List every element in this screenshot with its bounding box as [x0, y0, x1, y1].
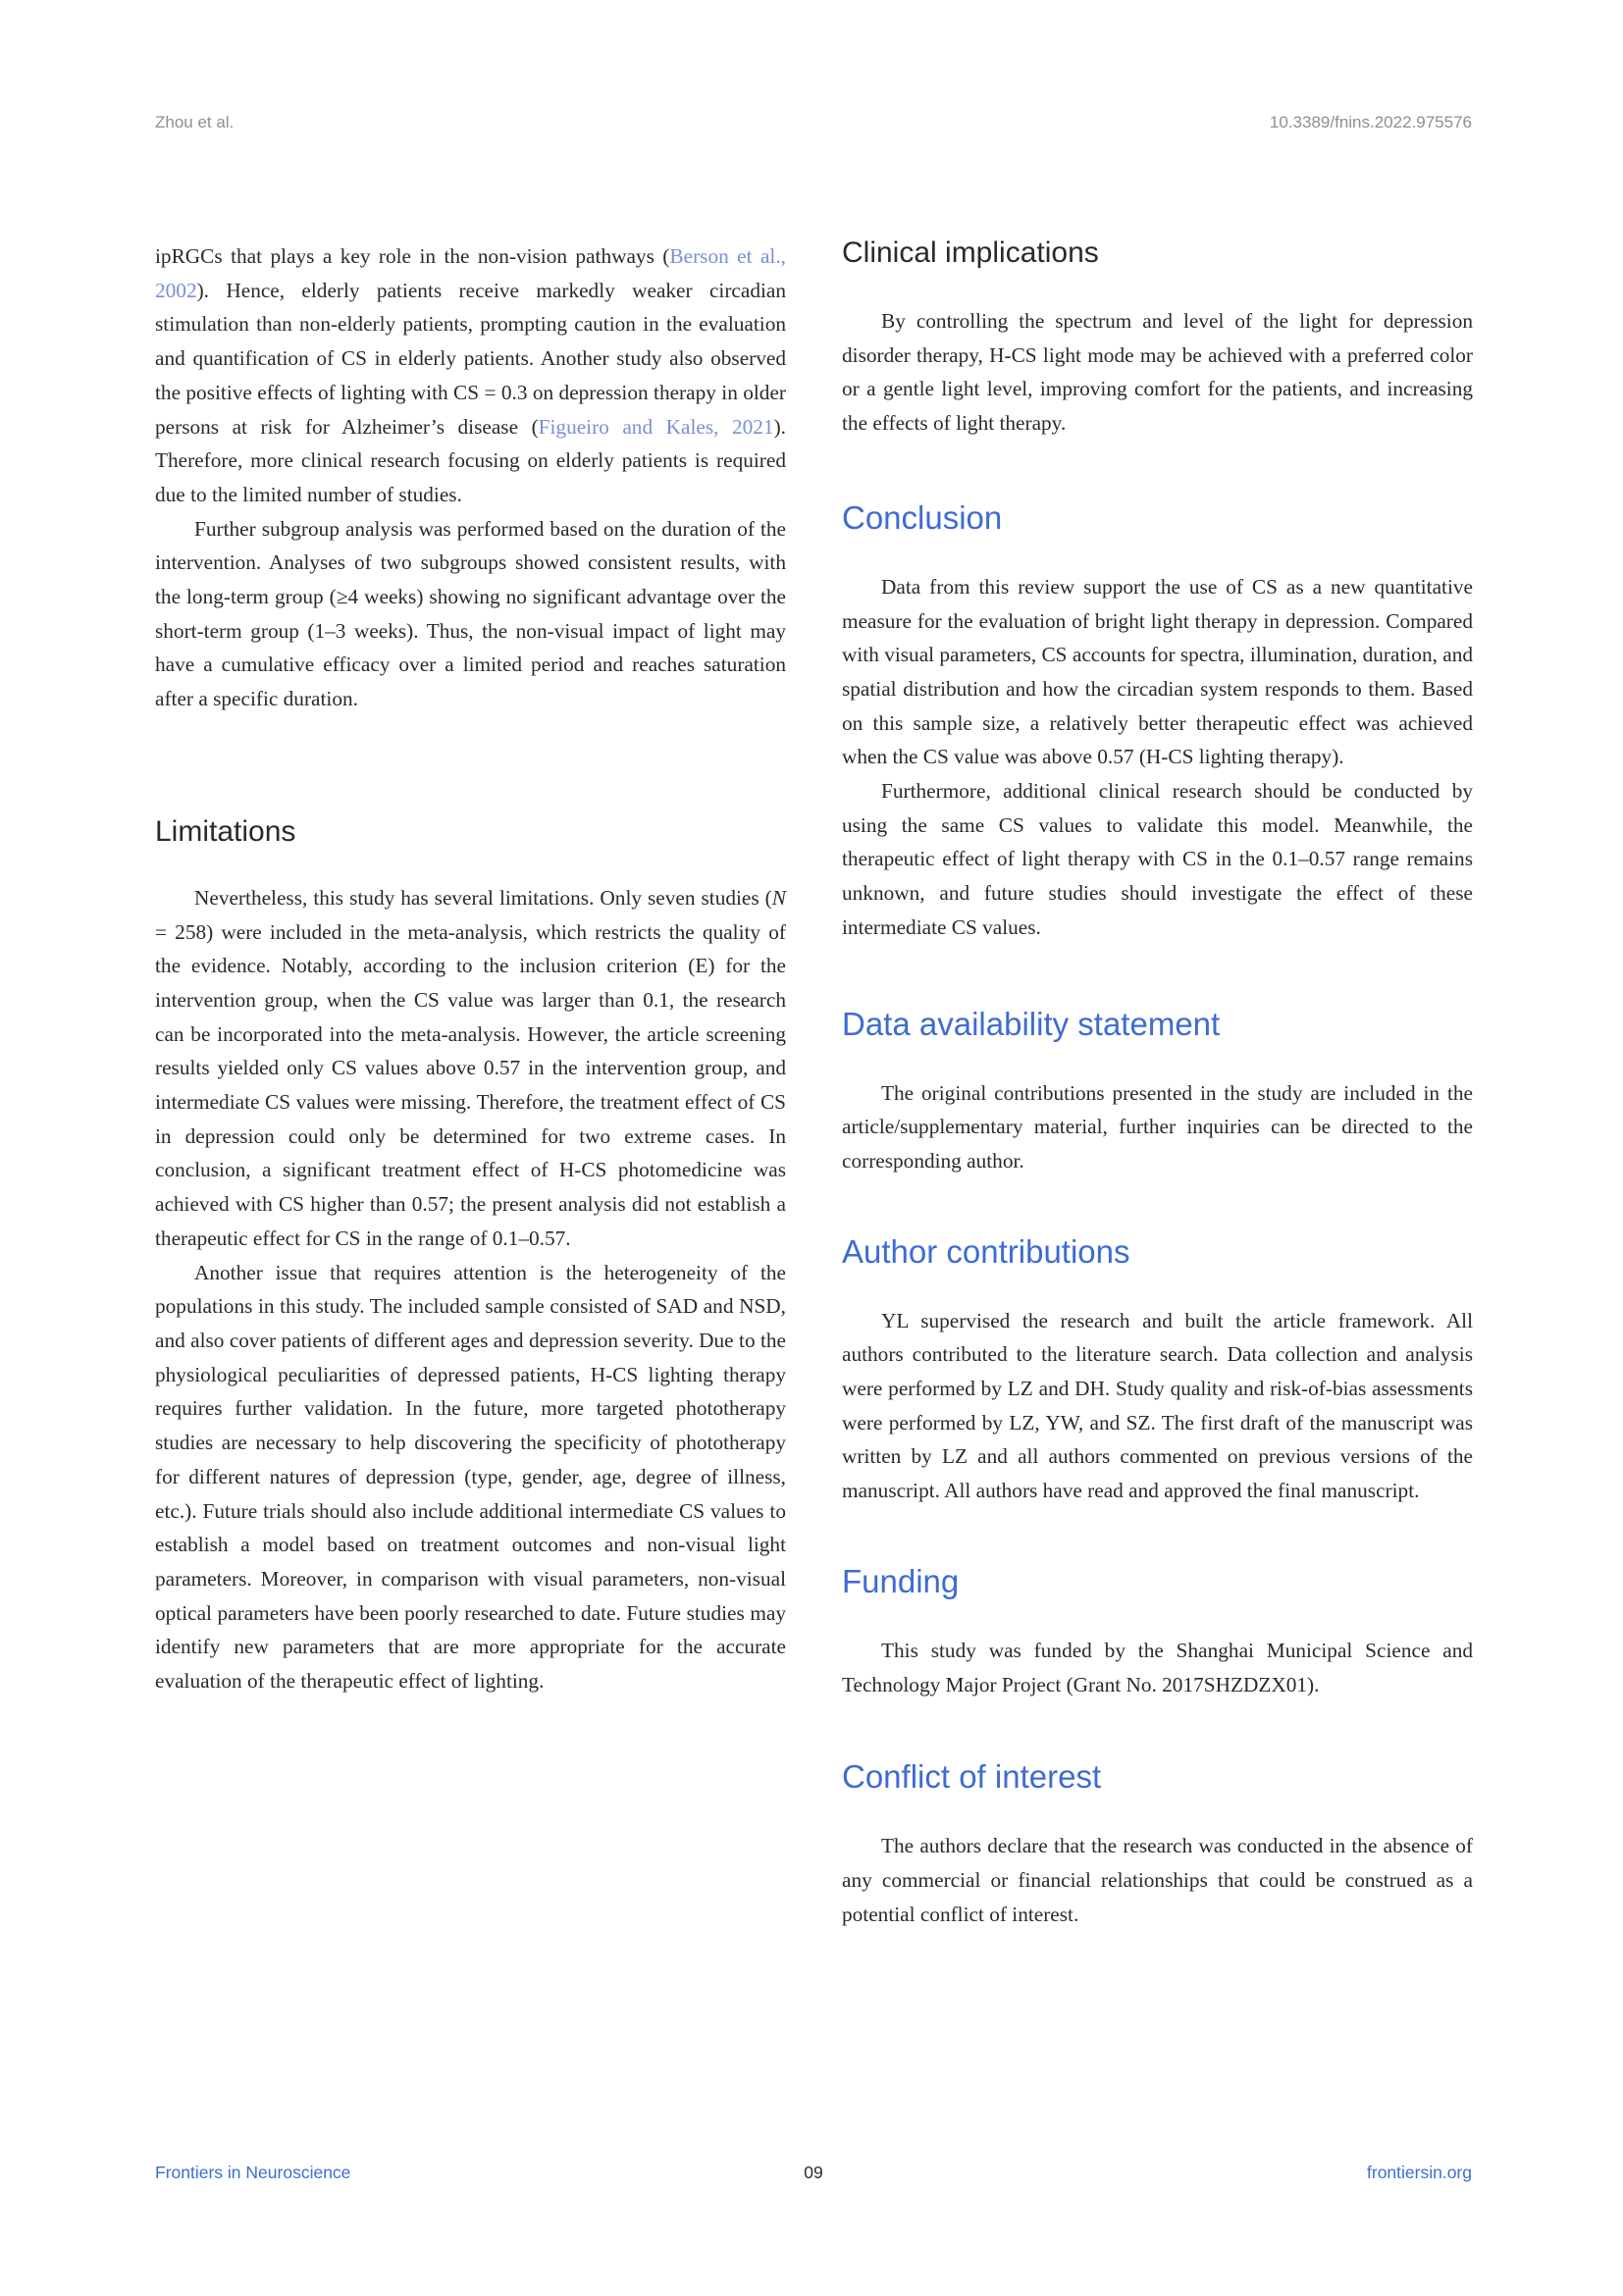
author-running-head: Zhou et al. — [155, 113, 235, 131]
body-paragraph: The original contributions presented in the study are included in the article/supplementary material, further inquiries can be directed to the corresponding author. — [842, 1080, 1473, 1173]
body-paragraph: This study was funded by the Shanghai Municipal Science and Technology Major Project (Grant No. 2017SHZDZX01). — [842, 1638, 1473, 1696]
site-link[interactable]: frontiersin.org — [1367, 2163, 1472, 2182]
section-heading-conclusion: Conclusion — [842, 498, 1003, 536]
section-heading-conflict: Conflict of interest — [842, 1758, 1102, 1796]
text-span: ipRGCs that plays a key role in the non-vision pathways ( — [155, 244, 670, 268]
running-head — [155, 113, 1472, 142]
body-paragraph: The authors declare that the research was conducted in the absence of any commercial or financial relationships that could be construed as a potential conflict of interest. — [842, 1834, 1473, 1926]
section-heading-author-contributions: Author contributions — [842, 1232, 1130, 1270]
journal-name-part: Neuroscience — [245, 2163, 351, 2182]
right-column — [842, 236, 1473, 1931]
body-paragraph: Data from this review support the use of CS as a new quantitative measure for the evaluation of bright light therapy in depression. Compared with visual parameters, CS accounts for spectra, illumination, duration, and spatial distribution and how the circadian system responds to them. Based on this sample size, a relatively better therapeutic effect was achieved when the CS value was above 0.57 (H-CS lighting therapy). — [842, 574, 1473, 769]
body-paragraph: Furthermore, additional clinical research should be conducted by using the same CS values to validate this model. Meanwhile, the therapeutic effect of light therapy with CS in the 0.1–0.57 range remains unknown, and future studies should investigate the effect of these intermediate CS values. — [842, 779, 1473, 939]
body-paragraph — [155, 881, 786, 1256]
section-heading-data-availability: Data availability statement — [842, 1005, 1221, 1042]
journal-name-part: Frontiers in — [155, 2163, 241, 2182]
text-span: = 258) were included in the meta-analysis, which restricts the quality of the evidence. Notably, according to the inclusion criterion (E) for the intervention group, when the CS value was larger than 0.1, the research can be incorporated into the meta-analysis. However, the article screening results yielded only CS values above 0.57 in the intervention group, and intermediate CS values were missing. Therefore, the treatment effect of CS in depression could only be determined for two extreme cases. In conclusion, a significant treatment effect of H-CS photomedicine was achieved with CS higher than 0.57; the present analysis did not establish a therapeutic effect for CS in the range of 0.1–0.57. — [155, 919, 786, 1250]
text-span: ). Hence, elderly patients receive markedly weaker circadian stimulation than non-elderly patients, prompting caution in the evaluation and quantification of CS in elderly patients. Another study also observed the positive effects of lighting with CS = 0.3 on depression therapy in older persons at risk for Alzheimer’s disease ( — [155, 278, 786, 439]
section-heading-clinical: Clinical implications — [842, 236, 1099, 269]
body-paragraph: YL supervised the research and built the article framework. All authors contributed to the literature search. Data collection and analysis were performed by LZ and DH. Study quality and risk-of-bias assessments were performed by LZ, YW, and SZ. The first draft of the manuscript was written by LZ and all authors commented on previous versions of the manuscript. All authors have read and approved the final manuscript. — [842, 1308, 1473, 1503]
body-paragraph — [155, 239, 786, 512]
page-number: 09 — [804, 2163, 823, 2182]
left-column — [155, 239, 786, 1698]
text-span: ). Therefore, more clinical research focusing on elderly patients is required due to the limited number of studies. — [155, 414, 786, 506]
body-paragraph: By controlling the spectrum and level of the light for depression disorder therapy, H-CS light mode may be achieved with a preferred color or a gentle light level, improving comfort for the patients, and increasing the effects of light therapy. — [842, 309, 1473, 436]
doi-link[interactable]: 10.3389/fnins.2022.975576 — [1269, 113, 1472, 131]
section-heading-funding: Funding — [842, 1562, 960, 1599]
body-paragraph: Further subgroup analysis was performed based on the duration of the intervention. Analyses of two subgroups showed consistent results, with the long-term group (≥4 weeks) showing no significant advantage over the short-term group (1–3 weeks). Thus, the non-visual impact of light may have a cumulative efficacy over a limited period and reaches saturation after a specific duration. — [155, 516, 786, 711]
page-footer — [155, 2163, 1472, 2188]
italic-variable: N — [771, 885, 786, 910]
citation-link[interactable]: Berson et al., 2002 — [155, 244, 786, 302]
citation-link[interactable]: Figueiro and Kales, 2021 — [538, 414, 774, 439]
section-heading-limitations: Limitations — [155, 814, 296, 848]
text-span: Nevertheless, this study has several limitations. Only seven studies ( — [194, 885, 772, 910]
body-paragraph: Another issue that requires attention is the heterogeneity of the populations in this study. The included sample consisted of SAD and NSD, and also cover patients of different ages and depression severity. Due to the physiological peculiarities of depressed patients, H-CS lighting therapy requires further validation. In the future, more targeted phototherapy studies are necessary to help discovering the specificity of phototherapy for different natures of depression (type, gender, age, degree of illness, etc.). Future trials should also include additional intermediate CS values to establish a model based on treatment outcomes and non-visual light parameters. Moreover, in comparison with visual parameters, non-visual optical parameters have been poorly researched to date. Future studies may identify new parameters that are more appropriate for the accurate evaluation of the therapeutic effect of lighting. — [155, 1260, 786, 1694]
